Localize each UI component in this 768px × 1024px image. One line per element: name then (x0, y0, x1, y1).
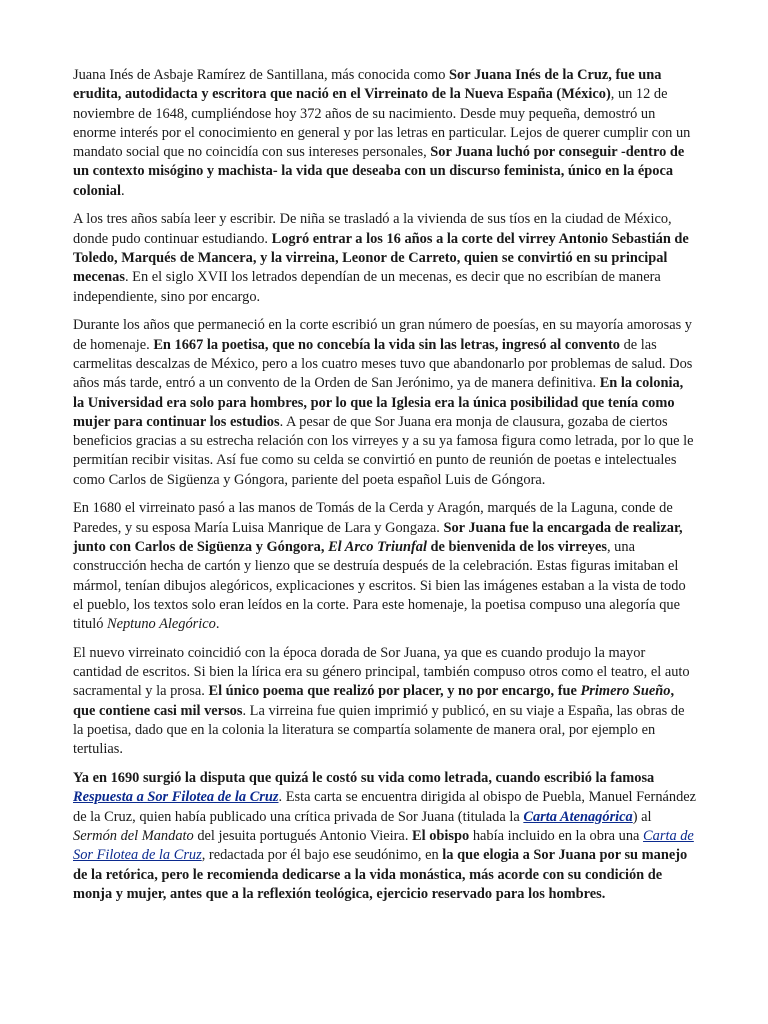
bold-text: El obispo (412, 827, 470, 844)
body-text: de las carmelitas descalzas de México, pero a los cuatro meses tuvo que abandonarlo por problemas de salud. Dos años más tarde, entró a un convento de la Orden de San Jerónimo, ya de manera definitiva. (73, 336, 693, 392)
body-text: , una construcción hecha de cartón y lienzo que se destruía después de la celebración. Estas figuras imitaban el mármol, tenían dibujos alegóricos, explicaciones y escritos. Si bien las imágenes estaban a la vista de todo el pueblo, los textos solo eran leídos en la corte. Para este homenaje, la poetisa compuso una alegoría que tituló (73, 539, 686, 633)
paragraph-2 (73, 210, 697, 306)
bold-text: El único poema que realizó por placer, y no por encargo, fue (208, 683, 581, 700)
body-text: ) al (632, 808, 652, 825)
bold-text: la que elogia a Sor Juana por su manejo de la retórica, pero le recomienda dedicarse a la vida monástica, más acorde con su condición de monja y mujer, antes que a la reflexión teológica, ejercicio reservado para los hombres. (73, 847, 688, 902)
body-text: , un 12 de noviembre de 1648, cumpliéndose hoy 372 años de su nacimiento. Desde muy pequeña, demostró un enorme interés por el conocimiento en general y por las letras en particular. Lejos de querer cumplir con un mandato social que no coincidía con sus intereses personales, (73, 86, 691, 161)
document-body (73, 66, 697, 914)
italic-text: Neptuno Alegórico (106, 616, 216, 633)
inline-link[interactable]: Carta de Sor Filotea de la Cruz (73, 827, 694, 864)
bold-text: En 1667 la poetisa, que no concebía la vida sin las letras, ingresó al convento (153, 336, 620, 353)
body-text: En 1680 el virreinato pasó a las manos de Tomás de la Cerda y Aragón, marqués de la Laguna, conde de Paredes, y su esposa María Luisa Manrique de Lara y Gongaza. (73, 500, 673, 536)
bold-text: En la colonia, la Universidad era solo para hombres, por lo que la Iglesia era la única posibilidad que tenía como mujer para continuar los estudios (73, 375, 684, 430)
paragraph-5 (73, 644, 697, 760)
body-text: . (120, 182, 125, 199)
bold-text: Primero Sueño (580, 683, 671, 700)
italic-text: Sermón del Mandato (73, 827, 194, 844)
paragraph-1 (73, 66, 697, 201)
body-text: había incluido en la obra una (469, 827, 644, 844)
paragraph-4 (73, 499, 697, 634)
inline-link[interactable]: Respuesta a Sor Filotea de la Cruz (73, 789, 279, 806)
body-text: . En el siglo XVII los letrados dependían de un mecenas, es decir que no escribían de manera independiente, sino por encargo. (73, 269, 661, 305)
body-text: , redactada por él bajo ese seudónimo, en (201, 847, 443, 864)
body-text: A los tres años sabía leer y escribir. De niña se trasladó a la vivienda de sus tíos en la ciudad de México, donde pudo continuar estudiando. (73, 211, 672, 247)
bold-text: Sor Juana luchó por conseguir -dentro de un contexto misógino y machista- la vida que deseaba con un discurso feminista, único en la época colonial (73, 144, 685, 199)
body-text: . (215, 616, 220, 633)
body-text: Durante los años que permaneció en la corte escribió un gran número de poesías, en su mayoría amorosas y de homenaje. (73, 317, 692, 353)
body-text: . A pesar de que Sor Juana era monja de clausura, gozaba de ciertos beneficios gracias a su estrecha relación con los virreyes y a su ya famosa figura como letrada, por lo que le permitían recibir visitas. Así fue como su celda se convirtió en punto de reunión de poetas e intelectuales como Carlos de Sigüenza y Góngora, pariente del poeta español Luis de Góngora. (73, 413, 694, 488)
body-text: El nuevo virreinato coincidió con la época dorada de Sor Juana, ya que es cuando produjo la mayor cantidad de escritos. Si bien la lírica era su género principal, también compuso otros como el teatro, el auto sacramental y la prosa. (73, 644, 690, 700)
bold-text: Sor Juana fue la encargada de realizar, junto con Carlos de Sigüenza y Góngora, (73, 519, 683, 555)
inline-link[interactable]: Carta Atenagórica (523, 808, 633, 825)
bold-text: de bienvenida de los virreyes (426, 539, 607, 555)
bold-text: Ya en 1690 surgió la disputa que quizá le costó su vida como letrada, cuando escribió la famosa (73, 770, 655, 787)
bold-text: , que contiene casi mil versos (73, 683, 675, 719)
body-text: Juana Inés de Asbaje Ramírez de Santillana, más conocida como (73, 67, 450, 83)
paragraph-3 (73, 316, 697, 490)
bold-text: El Arco Triunfal (328, 539, 427, 555)
body-text: . Esta carta se encuentra dirigida al obispo de Puebla, Manuel Fernández de la Cruz, quien había publicado una crítica privada de Sor Juana (titulada la (73, 789, 697, 825)
paragraph-6 (73, 769, 697, 904)
body-text: del jesuita portugués Antonio Vieira. (193, 827, 413, 844)
body-text: . La virreina fue quien imprimió y publicó, en su viaje a España, las obras de la poetisa, dado que en la colonia la literatura se compartía solamente de manera oral, por ejemplo en tertulias. (73, 702, 685, 758)
bold-text: Sor Juana Inés de la Cruz, fue una erudita, autodidacta y escritora que nació en el Virreinato de la Nueva España (México) (73, 67, 662, 103)
bold-text: Logró entrar a los 16 años a la corte del virrey Antonio Sebastián de Toledo, Marqués de Mancera, y la virreina, Leonor de Carreto, quien se convirtió en su principal mecenas (73, 230, 689, 286)
